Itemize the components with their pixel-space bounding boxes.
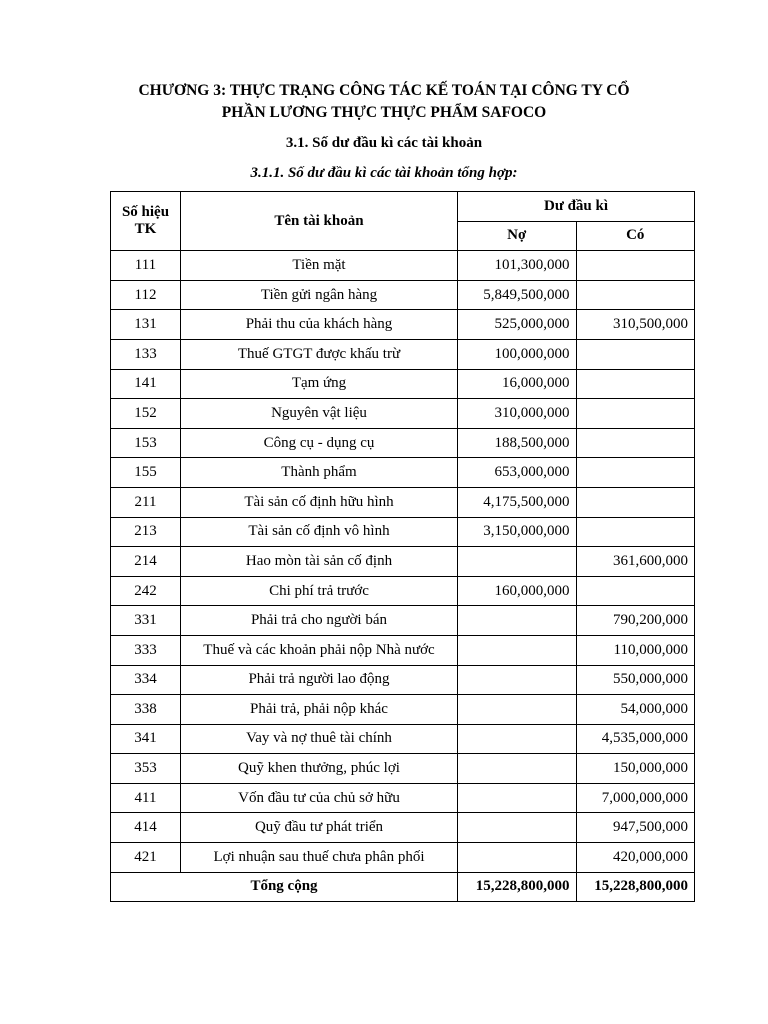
debit-cell [458,635,577,665]
credit-cell: 550,000,000 [576,665,695,695]
account-name-cell: Tài sản cố định hữu hình [181,487,458,517]
table-row [111,547,695,577]
account-code-cell: 331 [111,606,181,636]
table-row [111,487,695,517]
table-row [111,754,695,784]
opening-balance-table [110,191,695,902]
account-code-cell: 353 [111,754,181,784]
credit-cell: 54,000,000 [576,695,695,725]
debit-cell: 310,000,000 [458,399,577,429]
account-name-cell: Tài sản cố định vô hình [181,517,458,547]
table-row [111,310,695,340]
account-name-cell: Vay và nợ thuê tài chính [181,724,458,754]
account-code-cell: 214 [111,547,181,577]
credit-cell: 361,600,000 [576,547,695,577]
account-name-cell: Phải trả cho người bán [181,606,458,636]
table-row [111,813,695,843]
table-row [111,843,695,873]
table-row [111,339,695,369]
credit-cell [576,458,695,488]
debit-cell: 3,150,000,000 [458,517,577,547]
account-name-cell: Nguyên vật liệu [181,399,458,429]
table-row [111,280,695,310]
section-title: 3.1. Số dư đầu kì các tài khoản [285,135,483,151]
account-code-cell: 341 [111,724,181,754]
credit-cell: 110,000,000 [576,635,695,665]
account-code-cell: 334 [111,665,181,695]
credit-cell: 150,000,000 [576,754,695,784]
account-code-cell: 242 [111,576,181,606]
table-row [111,369,695,399]
account-code-cell: 153 [111,428,181,458]
account-name-cell: Tiền mặt [181,251,458,281]
table-row [111,724,695,754]
debit-cell: 16,000,000 [458,369,577,399]
header-account-code: Số hiệu TK [111,192,181,251]
debit-cell [458,754,577,784]
account-code-cell: 152 [111,399,181,429]
debit-cell: 101,300,000 [458,251,577,281]
table-row [111,576,695,606]
account-name-cell: Quỹ khen thưởng, phúc lợi [181,754,458,784]
account-code-cell: 131 [111,310,181,340]
account-code-cell: 414 [111,813,181,843]
account-name-cell: Thành phẩm [181,458,458,488]
credit-cell [576,428,695,458]
table-row [111,606,695,636]
header-account-name: Tên tài khoản [181,192,458,251]
account-code-cell: 111 [111,251,181,281]
table-row [111,251,695,281]
table-header-row [111,192,695,222]
table-row [111,783,695,813]
account-name-cell: Thuế và các khoản phải nộp Nhà nước [181,635,458,665]
header-opening-balance: Dư đầu kì [458,192,695,222]
account-name-cell: Tiền gửi ngân hàng [181,280,458,310]
account-code-cell: 133 [111,339,181,369]
credit-cell [576,517,695,547]
credit-cell [576,487,695,517]
table-row [111,635,695,665]
debit-cell [458,813,577,843]
credit-cell [576,576,695,606]
debit-cell: 188,500,000 [458,428,577,458]
total-credit: 15,228,800,000 [576,872,695,902]
total-debit: 15,228,800,000 [458,872,577,902]
account-code-cell: 421 [111,843,181,873]
credit-cell: 4,535,000,000 [576,724,695,754]
table-row [111,458,695,488]
credit-cell: 7,000,000,000 [576,783,695,813]
debit-cell [458,695,577,725]
account-code-cell: 411 [111,783,181,813]
credit-cell [576,280,695,310]
debit-cell [458,665,577,695]
credit-cell [576,251,695,281]
account-code-cell: 338 [111,695,181,725]
debit-cell [458,843,577,873]
credit-cell: 310,500,000 [576,310,695,340]
credit-cell: 420,000,000 [576,843,695,873]
total-row [111,872,695,902]
debit-cell: 5,849,500,000 [458,280,577,310]
account-code-cell: 211 [111,487,181,517]
debit-cell: 160,000,000 [458,576,577,606]
credit-cell [576,399,695,429]
subsection-title: 3.1.1. Số dư đầu kì các tài khoản tổng hợp: [250,165,518,181]
chapter-title-line2: PHẦN LƯƠNG THỰC THỰC PHẨM SAFOCO [221,104,547,121]
account-name-cell: Thuế GTGT được khấu trừ [181,339,458,369]
table-row [111,399,695,429]
total-label: Tổng cộng [111,872,458,902]
account-name-cell: Lợi nhuận sau thuế chưa phân phối [181,843,458,873]
table-row [111,665,695,695]
header-credit: Có [576,221,695,251]
account-name-cell: Phải trả người lao động [181,665,458,695]
account-name-cell: Tạm ứng [181,369,458,399]
account-code-cell: 213 [111,517,181,547]
debit-cell [458,783,577,813]
table-row [111,428,695,458]
credit-cell [576,339,695,369]
table-row [111,517,695,547]
credit-cell [576,369,695,399]
debit-cell: 100,000,000 [458,339,577,369]
debit-cell: 525,000,000 [458,310,577,340]
account-code-cell: 141 [111,369,181,399]
account-name-cell: Công cụ - dụng cụ [181,428,458,458]
account-name-cell: Phải trả, phải nộp khác [181,695,458,725]
debit-cell: 4,175,500,000 [458,487,577,517]
account-name-cell: Quỹ đầu tư phát triển [181,813,458,843]
debit-cell [458,606,577,636]
header-debit: Nợ [458,221,577,251]
credit-cell: 947,500,000 [576,813,695,843]
debit-cell [458,724,577,754]
debit-cell: 653,000,000 [458,458,577,488]
chapter-title-line1: CHƯƠNG 3: THỰC TRẠNG CÔNG TÁC KẾ TOÁN TẠI CÔNG TY CỔ [138,82,630,99]
table-body [111,251,695,872]
account-name-cell: Chi phí trả trước [181,576,458,606]
credit-cell: 790,200,000 [576,606,695,636]
account-name-cell: Vốn đầu tư của chủ sở hữu [181,783,458,813]
account-name-cell: Hao mòn tài sản cố định [181,547,458,577]
account-code-cell: 333 [111,635,181,665]
account-name-cell: Phải thu của khách hàng [181,310,458,340]
account-code-cell: 155 [111,458,181,488]
account-code-cell: 112 [111,280,181,310]
debit-cell [458,547,577,577]
table-row [111,695,695,725]
